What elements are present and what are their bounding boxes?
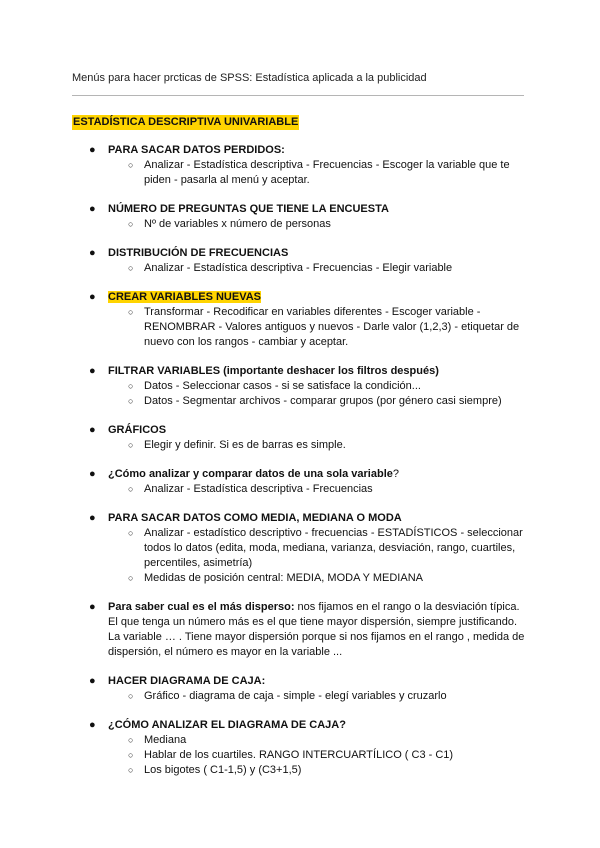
- bullet-icon: ●: [89, 512, 96, 524]
- item-heading: GRÁFICOS: [108, 424, 167, 436]
- sub-item: [108, 379, 530, 394]
- section-title: ESTADÍSTICA DESCRIPTIVA UNIVARIABLE: [73, 116, 299, 128]
- bullet-icon: ●: [89, 675, 96, 687]
- circle-bullet-icon: ○: [128, 219, 134, 229]
- paragraph-text: nos fijamos en el rango o la desviación típica. El que tenga un número más es el que tiene mayor dispersión, siempre justificando. La variable … . Tiene mayor dispersión porque si nos fijamos en el rango , medida de dispersión, el número es mayor en la variable ...: [108, 601, 525, 658]
- sub-item: [108, 733, 530, 748]
- sub-item: [108, 689, 530, 704]
- list-item: [72, 364, 530, 409]
- circle-bullet-icon: ○: [128, 528, 134, 538]
- sub-item: [108, 526, 530, 571]
- sub-item: [108, 305, 530, 350]
- sub-item-text: Datos - Segmentar archivos - comparar grupos (por género casi siempre): [144, 395, 502, 407]
- sub-item-text: Analizar - estadístico descriptivo - frecuencias - ESTADÍSTICOS - seleccionar todos lo datos (edita, moda, mediana, varianza, desviación, rango, cuartiles, percentiles, asimetría): [144, 527, 523, 569]
- sub-item: [108, 438, 530, 453]
- sub-item: [108, 748, 530, 763]
- circle-bullet-icon: ○: [128, 160, 134, 170]
- circle-bullet-icon: ○: [128, 765, 134, 775]
- sub-item-text: Analizar - Estadística descriptiva - Frecuencias - Elegir variable: [144, 262, 453, 274]
- circle-bullet-icon: ○: [128, 735, 134, 745]
- circle-bullet-icon: ○: [128, 381, 134, 391]
- circle-bullet-icon: ○: [128, 691, 134, 701]
- list-item: [72, 423, 530, 453]
- bullet-icon: ●: [89, 203, 96, 215]
- list-item: [72, 202, 530, 232]
- header-divider: [72, 95, 524, 96]
- circle-bullet-icon: ○: [128, 440, 134, 450]
- item-heading: FILTRAR VARIABLES (importante deshacer los filtros después): [108, 365, 439, 377]
- sub-item-text: Gráfico - diagrama de caja - simple - elegí variables y cruzarlo: [144, 690, 447, 702]
- sub-item-text: Los bigotes ( C1-1,5) y (C3+1,5): [144, 764, 302, 776]
- bullet-icon: ●: [89, 144, 96, 156]
- document-header: Menús para hacer prcticas de SPSS: Estadística aplicada a la publicidad: [72, 72, 427, 84]
- sub-item-text: Transformar - Recodificar en variables diferentes - Escoger variable - RENOMBRAR - Valores antiguos y nuevos - Darle valor (1,2,3) - etiquetar de nuevo con los rangos - cambiar y aceptar.: [144, 306, 520, 348]
- bullet-icon: ●: [89, 424, 96, 436]
- list-item: [72, 718, 530, 778]
- sub-item-text: Hablar de los cuartiles. RANGO INTERCUARTÍLICO ( C3 - C1): [144, 749, 454, 761]
- bullet-icon: ●: [89, 247, 96, 259]
- paragraph-lead: Para saber cual es el más disperso:: [108, 601, 295, 613]
- sub-item-text: Elegir y definir. Si es de barras es simple.: [144, 439, 346, 451]
- item-heading: ¿CÓMO ANALIZAR EL DIAGRAMA DE CAJA?: [108, 719, 346, 731]
- item-heading: [108, 290, 530, 305]
- dispersion-paragraph: [108, 600, 530, 660]
- bullet-icon: ●: [89, 291, 96, 303]
- bullet-icon: ●: [89, 601, 96, 613]
- circle-bullet-icon: ○: [128, 573, 134, 583]
- sub-item: [108, 158, 530, 188]
- item-heading-tail: ?: [392, 468, 399, 480]
- list-item: [72, 246, 530, 276]
- sub-item-text: Analizar - Estadística descriptiva - Frecuencias: [144, 483, 373, 495]
- document-body: [72, 143, 530, 792]
- circle-bullet-icon: ○: [128, 263, 134, 273]
- sub-item-text: Mediana: [144, 734, 187, 746]
- item-heading-bold: ¿Cómo analizar y comparar datos de una sola variable: [108, 468, 393, 480]
- list-item: [72, 143, 530, 188]
- sub-item: [108, 261, 530, 276]
- list-item: [72, 290, 530, 350]
- sub-item: [108, 571, 530, 586]
- item-heading: HACER DIAGRAMA DE CAJA:: [108, 675, 266, 687]
- item-heading: NÚMERO DE PREGUNTAS QUE TIENE LA ENCUESTA: [108, 203, 389, 215]
- sub-item-text: Analizar - Estadística descriptiva - Frecuencias - Escoger la variable que te piden - pasarla al menú y aceptar.: [144, 159, 510, 186]
- sub-item: [108, 394, 530, 409]
- item-heading: PARA SACAR DATOS COMO MEDIA, MEDIANA O MODA: [108, 512, 402, 524]
- sub-item: [108, 482, 530, 497]
- sub-item-text: Nº de variables x número de personas: [144, 218, 331, 230]
- list-item: [72, 674, 530, 704]
- sub-item-text: Datos - Seleccionar casos - si se satisface la condición...: [144, 380, 421, 392]
- circle-bullet-icon: ○: [128, 396, 134, 406]
- sub-item: [108, 217, 530, 232]
- topic-list: [72, 143, 530, 778]
- list-item: [72, 467, 530, 497]
- item-heading: PARA SACAR DATOS PERDIDOS:: [108, 144, 285, 156]
- item-heading: [108, 467, 530, 482]
- circle-bullet-icon: ○: [128, 307, 134, 317]
- sub-item: [108, 763, 530, 778]
- bullet-icon: ●: [89, 719, 96, 731]
- list-item: [72, 511, 530, 586]
- circle-bullet-icon: ○: [128, 484, 134, 494]
- list-item: [72, 600, 530, 660]
- sub-item-text: Medidas de posición central: MEDIA, MODA Y MEDIANA: [144, 572, 423, 584]
- circle-bullet-icon: ○: [128, 750, 134, 760]
- bullet-icon: ●: [89, 468, 96, 480]
- item-heading: DISTRIBUCIÓN DE FRECUENCIAS: [108, 247, 289, 259]
- bullet-icon: ●: [89, 365, 96, 377]
- highlighted-heading: CREAR VARIABLES NUEVAS: [108, 291, 261, 303]
